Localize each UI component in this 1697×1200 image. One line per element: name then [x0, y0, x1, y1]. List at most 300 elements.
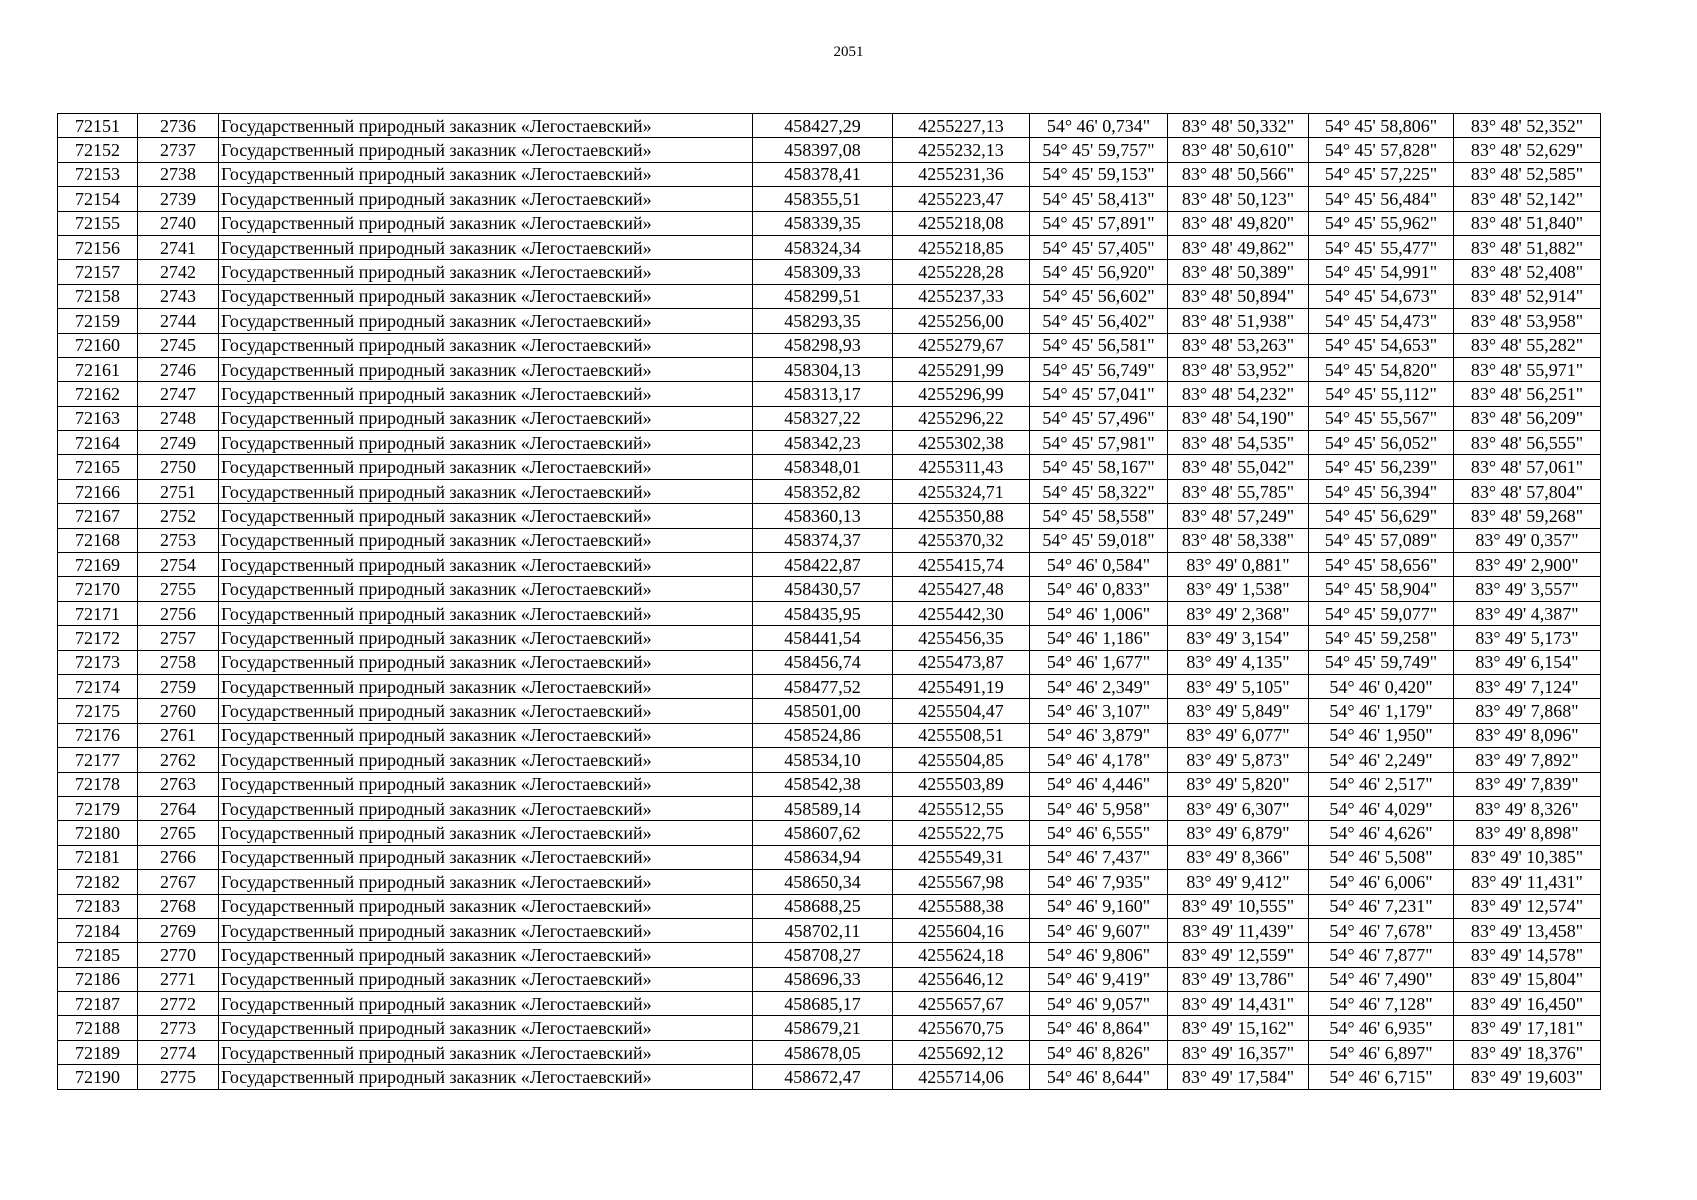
longitude-1-cell: 83° 49' 6,879" — [1168, 821, 1309, 845]
y-coordinate-cell: 4255473,87 — [893, 650, 1030, 674]
longitude-1-cell: 83° 49' 1,538" — [1168, 577, 1309, 601]
latitude-1-cell: 54° 45' 56,581" — [1030, 333, 1168, 357]
table-row — [58, 699, 1601, 723]
y-coordinate-cell: 4255296,22 — [893, 406, 1030, 430]
y-coordinate-cell: 4255218,08 — [893, 211, 1030, 235]
latitude-1-cell: 54° 46' 4,178" — [1030, 748, 1168, 772]
latitude-1-cell: 54° 46' 8,864" — [1030, 1016, 1168, 1040]
object-name-cell: Государственный природный заказник «Легостаевский» — [219, 650, 753, 674]
x-coordinate-cell: 458441,54 — [753, 626, 893, 650]
y-coordinate-cell: 4255302,38 — [893, 431, 1030, 455]
longitude-2-cell: 83° 49' 15,804" — [1454, 967, 1601, 991]
point-number-cell: 2775 — [138, 1065, 219, 1089]
latitude-1-cell: 54° 46' 5,958" — [1030, 796, 1168, 820]
x-coordinate-cell: 458348,01 — [753, 455, 893, 479]
latitude-2-cell: 54° 46' 6,006" — [1309, 870, 1454, 894]
longitude-1-cell: 83° 49' 11,439" — [1168, 918, 1309, 942]
x-coordinate-cell: 458542,38 — [753, 772, 893, 796]
table-row — [58, 723, 1601, 747]
latitude-2-cell: 54° 45' 59,258" — [1309, 626, 1454, 650]
x-coordinate-cell: 458607,62 — [753, 821, 893, 845]
table-row — [58, 626, 1601, 650]
object-name-cell: Государственный природный заказник «Легостаевский» — [219, 821, 753, 845]
row-id-cell: 72185 — [58, 943, 138, 967]
longitude-1-cell: 83° 48' 54,535" — [1168, 431, 1309, 455]
longitude-2-cell: 83° 48' 51,882" — [1454, 235, 1601, 259]
longitude-1-cell: 83° 48' 51,938" — [1168, 309, 1309, 333]
latitude-2-cell: 54° 46' 5,508" — [1309, 845, 1454, 869]
coordinates-table-body — [58, 114, 1601, 1090]
latitude-1-cell: 54° 46' 9,607" — [1030, 918, 1168, 942]
longitude-1-cell: 83° 49' 12,559" — [1168, 943, 1309, 967]
point-number-cell: 2753 — [138, 528, 219, 552]
point-number-cell: 2738 — [138, 162, 219, 186]
latitude-1-cell: 54° 46' 4,446" — [1030, 772, 1168, 796]
point-number-cell: 2745 — [138, 333, 219, 357]
y-coordinate-cell: 4255311,43 — [893, 455, 1030, 479]
row-id-cell: 72187 — [58, 992, 138, 1016]
object-name-cell: Государственный природный заказник «Легостаевский» — [219, 992, 753, 1016]
x-coordinate-cell: 458397,08 — [753, 138, 893, 162]
x-coordinate-cell: 458589,14 — [753, 796, 893, 820]
latitude-1-cell: 54° 45' 57,496" — [1030, 406, 1168, 430]
longitude-1-cell: 83° 49' 8,366" — [1168, 845, 1309, 869]
table-row — [58, 479, 1601, 503]
longitude-1-cell: 83° 49' 4,135" — [1168, 650, 1309, 674]
object-name-cell: Государственный природный заказник «Легостаевский» — [219, 674, 753, 698]
point-number-cell: 2736 — [138, 114, 219, 138]
y-coordinate-cell: 4255223,47 — [893, 187, 1030, 211]
longitude-2-cell: 83° 48' 52,585" — [1454, 162, 1601, 186]
y-coordinate-cell: 4255670,75 — [893, 1016, 1030, 1040]
object-name-cell: Государственный природный заказник «Легостаевский» — [219, 870, 753, 894]
point-number-cell: 2769 — [138, 918, 219, 942]
point-number-cell: 2752 — [138, 504, 219, 528]
y-coordinate-cell: 4255350,88 — [893, 504, 1030, 528]
table-row — [58, 333, 1601, 357]
table-row — [58, 796, 1601, 820]
latitude-1-cell: 54° 46' 8,644" — [1030, 1065, 1168, 1089]
longitude-2-cell: 83° 48' 56,555" — [1454, 431, 1601, 455]
latitude-2-cell: 54° 45' 55,477" — [1309, 235, 1454, 259]
object-name-cell: Государственный природный заказник «Легостаевский» — [219, 382, 753, 406]
longitude-2-cell: 83° 48' 56,209" — [1454, 406, 1601, 430]
row-id-cell: 72152 — [58, 138, 138, 162]
y-coordinate-cell: 4255503,89 — [893, 772, 1030, 796]
latitude-1-cell: 54° 46' 6,555" — [1030, 821, 1168, 845]
latitude-1-cell: 54° 45' 56,749" — [1030, 357, 1168, 381]
object-name-cell: Государственный природный заказник «Легостаевский» — [219, 796, 753, 820]
latitude-2-cell: 54° 46' 1,179" — [1309, 699, 1454, 723]
latitude-2-cell: 54° 45' 54,473" — [1309, 309, 1454, 333]
latitude-1-cell: 54° 45' 59,018" — [1030, 528, 1168, 552]
latitude-2-cell: 54° 45' 59,749" — [1309, 650, 1454, 674]
object-name-cell: Государственный природный заказник «Легостаевский» — [219, 943, 753, 967]
row-id-cell: 72151 — [58, 114, 138, 138]
row-id-cell: 72163 — [58, 406, 138, 430]
latitude-2-cell: 54° 45' 56,052" — [1309, 431, 1454, 455]
object-name-cell: Государственный природный заказник «Легостаевский» — [219, 431, 753, 455]
latitude-2-cell: 54° 45' 56,394" — [1309, 479, 1454, 503]
object-name-cell: Государственный природный заказник «Легостаевский» — [219, 1016, 753, 1040]
point-number-cell: 2743 — [138, 284, 219, 308]
point-number-cell: 2754 — [138, 553, 219, 577]
object-name-cell: Государственный природный заказник «Легостаевский» — [219, 1040, 753, 1064]
longitude-2-cell: 83° 49' 5,173" — [1454, 626, 1601, 650]
longitude-1-cell: 83° 49' 6,077" — [1168, 723, 1309, 747]
latitude-1-cell: 54° 45' 59,757" — [1030, 138, 1168, 162]
object-name-cell: Государственный природный заказник «Легостаевский» — [219, 1065, 753, 1089]
latitude-1-cell: 54° 45' 57,405" — [1030, 235, 1168, 259]
object-name-cell: Государственный природный заказник «Легостаевский» — [219, 894, 753, 918]
table-row — [58, 772, 1601, 796]
latitude-1-cell: 54° 45' 58,322" — [1030, 479, 1168, 503]
point-number-cell: 2740 — [138, 211, 219, 235]
x-coordinate-cell: 458534,10 — [753, 748, 893, 772]
longitude-1-cell: 83° 48' 53,263" — [1168, 333, 1309, 357]
longitude-2-cell: 83° 48' 56,251" — [1454, 382, 1601, 406]
row-id-cell: 72154 — [58, 187, 138, 211]
y-coordinate-cell: 4255646,12 — [893, 967, 1030, 991]
x-coordinate-cell: 458456,74 — [753, 650, 893, 674]
x-coordinate-cell: 458293,35 — [753, 309, 893, 333]
point-number-cell: 2761 — [138, 723, 219, 747]
point-number-cell: 2744 — [138, 309, 219, 333]
longitude-2-cell: 83° 48' 51,840" — [1454, 211, 1601, 235]
object-name-cell: Государственный природный заказник «Легостаевский» — [219, 748, 753, 772]
table-row — [58, 455, 1601, 479]
row-id-cell: 72166 — [58, 479, 138, 503]
row-id-cell: 72179 — [58, 796, 138, 820]
longitude-2-cell: 83° 49' 8,326" — [1454, 796, 1601, 820]
latitude-1-cell: 54° 46' 1,006" — [1030, 601, 1168, 625]
x-coordinate-cell: 458352,82 — [753, 479, 893, 503]
row-id-cell: 72183 — [58, 894, 138, 918]
x-coordinate-cell: 458679,21 — [753, 1016, 893, 1040]
point-number-cell: 2748 — [138, 406, 219, 430]
table-row — [58, 1040, 1601, 1064]
table-row — [58, 967, 1601, 991]
row-id-cell: 72176 — [58, 723, 138, 747]
x-coordinate-cell: 458430,57 — [753, 577, 893, 601]
point-number-cell: 2737 — [138, 138, 219, 162]
x-coordinate-cell: 458678,05 — [753, 1040, 893, 1064]
latitude-1-cell: 54° 45' 58,413" — [1030, 187, 1168, 211]
object-name-cell: Государственный природный заказник «Легостаевский» — [219, 845, 753, 869]
latitude-1-cell: 54° 46' 7,437" — [1030, 845, 1168, 869]
longitude-2-cell: 83° 49' 8,096" — [1454, 723, 1601, 747]
latitude-1-cell: 54° 45' 58,558" — [1030, 504, 1168, 528]
latitude-2-cell: 54° 46' 4,626" — [1309, 821, 1454, 845]
point-number-cell: 2770 — [138, 943, 219, 967]
y-coordinate-cell: 4255296,99 — [893, 382, 1030, 406]
longitude-2-cell: 83° 48' 52,629" — [1454, 138, 1601, 162]
point-number-cell: 2756 — [138, 601, 219, 625]
longitude-1-cell: 83° 48' 54,232" — [1168, 382, 1309, 406]
point-number-cell: 2757 — [138, 626, 219, 650]
longitude-2-cell: 83° 48' 57,061" — [1454, 455, 1601, 479]
table-row — [58, 870, 1601, 894]
table-row — [58, 992, 1601, 1016]
latitude-1-cell: 54° 46' 9,160" — [1030, 894, 1168, 918]
longitude-1-cell: 83° 49' 17,584" — [1168, 1065, 1309, 1089]
longitude-1-cell: 83° 49' 5,849" — [1168, 699, 1309, 723]
x-coordinate-cell: 458309,33 — [753, 260, 893, 284]
x-coordinate-cell: 458355,51 — [753, 187, 893, 211]
longitude-2-cell: 83° 49' 10,385" — [1454, 845, 1601, 869]
longitude-2-cell: 83° 48' 52,408" — [1454, 260, 1601, 284]
point-number-cell: 2762 — [138, 748, 219, 772]
latitude-2-cell: 54° 46' 4,029" — [1309, 796, 1454, 820]
table-row — [58, 431, 1601, 455]
latitude-2-cell: 54° 45' 54,673" — [1309, 284, 1454, 308]
y-coordinate-cell: 4255456,35 — [893, 626, 1030, 650]
longitude-2-cell: 83° 49' 0,357" — [1454, 528, 1601, 552]
latitude-2-cell: 54° 45' 58,656" — [1309, 553, 1454, 577]
y-coordinate-cell: 4255491,19 — [893, 674, 1030, 698]
x-coordinate-cell: 458304,13 — [753, 357, 893, 381]
longitude-1-cell: 83° 48' 49,862" — [1168, 235, 1309, 259]
latitude-1-cell: 54° 45' 59,153" — [1030, 162, 1168, 186]
x-coordinate-cell: 458342,23 — [753, 431, 893, 455]
x-coordinate-cell: 458650,34 — [753, 870, 893, 894]
y-coordinate-cell: 4255508,51 — [893, 723, 1030, 747]
x-coordinate-cell: 458702,11 — [753, 918, 893, 942]
longitude-1-cell: 83° 48' 53,952" — [1168, 357, 1309, 381]
table-row — [58, 138, 1601, 162]
y-coordinate-cell: 4255657,67 — [893, 992, 1030, 1016]
longitude-1-cell: 83° 49' 15,162" — [1168, 1016, 1309, 1040]
object-name-cell: Государственный природный заказник «Легостаевский» — [219, 260, 753, 284]
longitude-1-cell: 83° 48' 57,249" — [1168, 504, 1309, 528]
latitude-1-cell: 54° 45' 57,041" — [1030, 382, 1168, 406]
longitude-1-cell: 83° 49' 3,154" — [1168, 626, 1309, 650]
table-row — [58, 235, 1601, 259]
row-id-cell: 72171 — [58, 601, 138, 625]
point-number-cell: 2746 — [138, 357, 219, 381]
longitude-1-cell: 83° 48' 49,820" — [1168, 211, 1309, 235]
latitude-2-cell: 54° 46' 6,897" — [1309, 1040, 1454, 1064]
longitude-2-cell: 83° 48' 52,914" — [1454, 284, 1601, 308]
row-id-cell: 72175 — [58, 699, 138, 723]
latitude-2-cell: 54° 46' 7,490" — [1309, 967, 1454, 991]
table-row — [58, 260, 1601, 284]
point-number-cell: 2760 — [138, 699, 219, 723]
table-row — [58, 1016, 1601, 1040]
point-number-cell: 2751 — [138, 479, 219, 503]
latitude-1-cell: 54° 45' 57,891" — [1030, 211, 1168, 235]
x-coordinate-cell: 458634,94 — [753, 845, 893, 869]
longitude-2-cell: 83° 49' 2,900" — [1454, 553, 1601, 577]
latitude-2-cell: 54° 46' 7,128" — [1309, 992, 1454, 1016]
table-row — [58, 894, 1601, 918]
row-id-cell: 72190 — [58, 1065, 138, 1089]
longitude-1-cell: 83° 48' 50,610" — [1168, 138, 1309, 162]
longitude-2-cell: 83° 49' 11,431" — [1454, 870, 1601, 894]
latitude-2-cell: 54° 45' 56,629" — [1309, 504, 1454, 528]
latitude-2-cell: 54° 45' 56,239" — [1309, 455, 1454, 479]
x-coordinate-cell: 458378,41 — [753, 162, 893, 186]
row-id-cell: 72181 — [58, 845, 138, 869]
row-id-cell: 72174 — [58, 674, 138, 698]
object-name-cell: Государственный природный заказник «Легостаевский» — [219, 284, 753, 308]
latitude-1-cell: 54° 46' 2,349" — [1030, 674, 1168, 698]
object-name-cell: Государственный природный заказник «Легостаевский» — [219, 479, 753, 503]
longitude-2-cell: 83° 49' 12,574" — [1454, 894, 1601, 918]
point-number-cell: 2747 — [138, 382, 219, 406]
object-name-cell: Государственный природный заказник «Легостаевский» — [219, 918, 753, 942]
latitude-1-cell: 54° 46' 0,833" — [1030, 577, 1168, 601]
longitude-2-cell: 83° 49' 14,578" — [1454, 943, 1601, 967]
x-coordinate-cell: 458422,87 — [753, 553, 893, 577]
longitude-2-cell: 83° 48' 52,352" — [1454, 114, 1601, 138]
longitude-1-cell: 83° 48' 50,566" — [1168, 162, 1309, 186]
x-coordinate-cell: 458298,93 — [753, 333, 893, 357]
latitude-1-cell: 54° 46' 0,734" — [1030, 114, 1168, 138]
table-row — [58, 674, 1601, 698]
longitude-1-cell: 83° 48' 55,042" — [1168, 455, 1309, 479]
longitude-1-cell: 83° 49' 0,881" — [1168, 553, 1309, 577]
longitude-2-cell: 83° 48' 55,971" — [1454, 357, 1601, 381]
y-coordinate-cell: 4255228,28 — [893, 260, 1030, 284]
latitude-1-cell: 54° 45' 58,167" — [1030, 455, 1168, 479]
latitude-2-cell: 54° 46' 2,249" — [1309, 748, 1454, 772]
y-coordinate-cell: 4255227,13 — [893, 114, 1030, 138]
y-coordinate-cell: 4255237,33 — [893, 284, 1030, 308]
y-coordinate-cell: 4255604,16 — [893, 918, 1030, 942]
row-id-cell: 72156 — [58, 235, 138, 259]
row-id-cell: 72169 — [58, 553, 138, 577]
latitude-1-cell: 54° 46' 1,186" — [1030, 626, 1168, 650]
latitude-2-cell: 54° 45' 57,828" — [1309, 138, 1454, 162]
latitude-1-cell: 54° 46' 9,419" — [1030, 967, 1168, 991]
latitude-1-cell: 54° 45' 56,402" — [1030, 309, 1168, 333]
row-id-cell: 72172 — [58, 626, 138, 650]
point-number-cell: 2773 — [138, 1016, 219, 1040]
table-row — [58, 601, 1601, 625]
row-id-cell: 72189 — [58, 1040, 138, 1064]
table-row — [58, 918, 1601, 942]
latitude-1-cell: 54° 46' 3,879" — [1030, 723, 1168, 747]
latitude-2-cell: 54° 45' 58,904" — [1309, 577, 1454, 601]
row-id-cell: 72153 — [58, 162, 138, 186]
latitude-2-cell: 54° 45' 54,820" — [1309, 357, 1454, 381]
y-coordinate-cell: 4255624,18 — [893, 943, 1030, 967]
longitude-2-cell: 83° 49' 18,376" — [1454, 1040, 1601, 1064]
row-id-cell: 72158 — [58, 284, 138, 308]
table-row — [58, 821, 1601, 845]
y-coordinate-cell: 4255567,98 — [893, 870, 1030, 894]
x-coordinate-cell: 458524,86 — [753, 723, 893, 747]
y-coordinate-cell: 4255504,85 — [893, 748, 1030, 772]
row-id-cell: 72155 — [58, 211, 138, 235]
y-coordinate-cell: 4255504,47 — [893, 699, 1030, 723]
latitude-2-cell: 54° 45' 56,484" — [1309, 187, 1454, 211]
x-coordinate-cell: 458360,13 — [753, 504, 893, 528]
row-id-cell: 72177 — [58, 748, 138, 772]
y-coordinate-cell: 4255256,00 — [893, 309, 1030, 333]
latitude-2-cell: 54° 46' 6,935" — [1309, 1016, 1454, 1040]
object-name-cell: Государственный природный заказник «Легостаевский» — [219, 333, 753, 357]
y-coordinate-cell: 4255442,30 — [893, 601, 1030, 625]
longitude-2-cell: 83° 48' 59,268" — [1454, 504, 1601, 528]
latitude-1-cell: 54° 46' 3,107" — [1030, 699, 1168, 723]
y-coordinate-cell: 4255218,85 — [893, 235, 1030, 259]
latitude-2-cell: 54° 45' 59,077" — [1309, 601, 1454, 625]
object-name-cell: Государственный природный заказник «Легостаевский» — [219, 309, 753, 333]
row-id-cell: 72173 — [58, 650, 138, 674]
y-coordinate-cell: 4255415,74 — [893, 553, 1030, 577]
y-coordinate-cell: 4255231,36 — [893, 162, 1030, 186]
latitude-2-cell: 54° 45' 54,991" — [1309, 260, 1454, 284]
longitude-1-cell: 83° 48' 50,123" — [1168, 187, 1309, 211]
longitude-2-cell: 83° 49' 3,557" — [1454, 577, 1601, 601]
longitude-1-cell: 83° 48' 54,190" — [1168, 406, 1309, 430]
y-coordinate-cell: 4255714,06 — [893, 1065, 1030, 1089]
longitude-2-cell: 83° 48' 57,804" — [1454, 479, 1601, 503]
latitude-1-cell: 54° 46' 8,826" — [1030, 1040, 1168, 1064]
point-number-cell: 2766 — [138, 845, 219, 869]
table-row — [58, 382, 1601, 406]
row-id-cell: 72167 — [58, 504, 138, 528]
object-name-cell: Государственный природный заказник «Легостаевский» — [219, 162, 753, 186]
object-name-cell: Государственный природный заказник «Легостаевский» — [219, 699, 753, 723]
latitude-2-cell: 54° 46' 1,950" — [1309, 723, 1454, 747]
longitude-2-cell: 83° 49' 19,603" — [1454, 1065, 1601, 1089]
longitude-1-cell: 83° 49' 13,786" — [1168, 967, 1309, 991]
longitude-1-cell: 83° 49' 5,820" — [1168, 772, 1309, 796]
latitude-1-cell: 54° 45' 56,920" — [1030, 260, 1168, 284]
table-row — [58, 162, 1601, 186]
longitude-1-cell: 83° 49' 5,105" — [1168, 674, 1309, 698]
x-coordinate-cell: 458299,51 — [753, 284, 893, 308]
table-row — [58, 943, 1601, 967]
x-coordinate-cell: 458339,35 — [753, 211, 893, 235]
table-row — [58, 309, 1601, 333]
table-row — [58, 577, 1601, 601]
table-row — [58, 748, 1601, 772]
longitude-2-cell: 83° 49' 7,868" — [1454, 699, 1601, 723]
longitude-1-cell: 83° 49' 14,431" — [1168, 992, 1309, 1016]
object-name-cell: Государственный природный заказник «Легостаевский» — [219, 626, 753, 650]
longitude-1-cell: 83° 49' 9,412" — [1168, 870, 1309, 894]
x-coordinate-cell: 458477,52 — [753, 674, 893, 698]
table-row — [58, 650, 1601, 674]
longitude-2-cell: 83° 49' 4,387" — [1454, 601, 1601, 625]
x-coordinate-cell: 458313,17 — [753, 382, 893, 406]
object-name-cell: Государственный природный заказник «Легостаевский» — [219, 211, 753, 235]
table-row — [58, 284, 1601, 308]
object-name-cell: Государственный природный заказник «Легостаевский» — [219, 357, 753, 381]
table-row — [58, 1065, 1601, 1089]
latitude-2-cell: 54° 45' 57,225" — [1309, 162, 1454, 186]
object-name-cell: Государственный природный заказник «Легостаевский» — [219, 772, 753, 796]
x-coordinate-cell: 458696,33 — [753, 967, 893, 991]
object-name-cell: Государственный природный заказник «Легостаевский» — [219, 553, 753, 577]
x-coordinate-cell: 458672,47 — [753, 1065, 893, 1089]
latitude-2-cell: 54° 46' 7,678" — [1309, 918, 1454, 942]
point-number-cell: 2759 — [138, 674, 219, 698]
table-row — [58, 528, 1601, 552]
longitude-2-cell: 83° 49' 17,181" — [1454, 1016, 1601, 1040]
row-id-cell: 72165 — [58, 455, 138, 479]
longitude-1-cell: 83° 49' 16,357" — [1168, 1040, 1309, 1064]
object-name-cell: Государственный природный заказник «Легостаевский» — [219, 504, 753, 528]
longitude-1-cell: 83° 49' 6,307" — [1168, 796, 1309, 820]
y-coordinate-cell: 4255279,67 — [893, 333, 1030, 357]
y-coordinate-cell: 4255549,31 — [893, 845, 1030, 869]
table-row — [58, 211, 1601, 235]
